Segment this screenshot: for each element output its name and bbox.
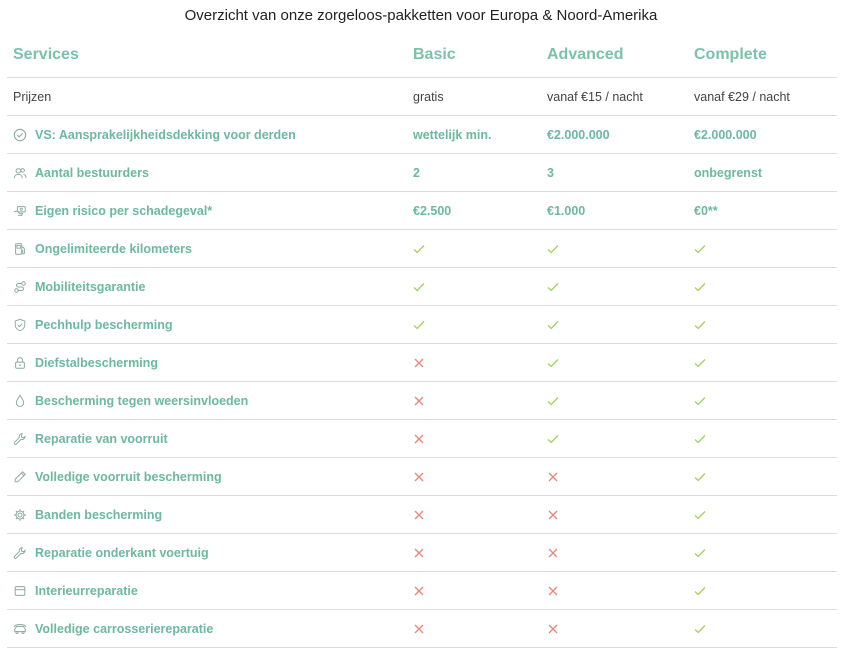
feature-label-cell xyxy=(7,610,407,648)
value-advanced: 3 xyxy=(541,154,688,192)
feature-label: Pechhulp bescherming xyxy=(35,317,173,332)
basic-cell xyxy=(407,344,541,382)
feature-label-wrap xyxy=(13,280,407,294)
value-basic: €2.500 xyxy=(407,192,541,230)
table-row xyxy=(7,116,837,154)
feature-label-cell xyxy=(7,572,407,610)
feature-label: Bescherming tegen weersinvloeden xyxy=(35,393,249,408)
feature-label-wrap xyxy=(13,204,407,218)
table-row xyxy=(7,344,837,382)
feature-label-wrap xyxy=(13,546,407,560)
feature-label-wrap xyxy=(13,128,407,142)
cross-icon xyxy=(413,623,541,635)
feature-label-wrap xyxy=(13,432,407,446)
price-basic: gratis xyxy=(407,78,541,116)
basic-cell xyxy=(407,230,541,268)
advanced-cell xyxy=(541,420,688,458)
fuel-pump-icon xyxy=(13,242,27,256)
cross-icon xyxy=(547,547,688,559)
basic-cell xyxy=(407,496,541,534)
feature-label-wrap xyxy=(13,470,407,484)
basic-cell xyxy=(407,572,541,610)
basic-cell xyxy=(407,382,541,420)
check-icon xyxy=(694,509,837,521)
table-row xyxy=(7,458,837,496)
feature-label: Volledige carrosseriereparatie xyxy=(35,621,214,636)
car-icon xyxy=(13,622,27,636)
seat-icon xyxy=(13,584,27,598)
check-icon xyxy=(694,433,837,445)
feature-label-cell xyxy=(7,116,407,154)
check-icon xyxy=(694,281,837,293)
complete-cell xyxy=(688,496,837,534)
complete-cell xyxy=(688,268,837,306)
feature-label-cell xyxy=(7,420,407,458)
complete-cell xyxy=(688,420,837,458)
feature-label-cell xyxy=(7,306,407,344)
complete-cell xyxy=(688,610,837,648)
cross-icon xyxy=(413,547,541,559)
price-label: Prijzen xyxy=(7,78,407,116)
check-icon xyxy=(694,319,837,331)
table-row xyxy=(7,268,837,306)
price-complete: vanaf €29 / nacht xyxy=(688,78,837,116)
table-row xyxy=(7,534,837,572)
table-row xyxy=(7,230,837,268)
pencil-icon xyxy=(13,470,27,484)
advanced-cell xyxy=(541,496,688,534)
cross-icon xyxy=(547,585,688,597)
basic-cell xyxy=(407,306,541,344)
complete-cell xyxy=(688,306,837,344)
cross-icon xyxy=(413,395,541,407)
feature-label-wrap xyxy=(13,356,407,370)
feature-label-wrap xyxy=(13,584,407,598)
table-row xyxy=(7,154,837,192)
check-icon xyxy=(547,357,688,369)
feature-label: Ongelimiteerde kilometers xyxy=(35,241,193,256)
page-title: Overzicht van onze zorgeloos-pakketten voor Europa & Noord-Amerika xyxy=(184,7,658,24)
feature-label-cell xyxy=(7,344,407,382)
cross-icon xyxy=(413,433,541,445)
table-row xyxy=(7,572,837,610)
advanced-cell xyxy=(541,458,688,496)
value-basic: wettelijk min. xyxy=(407,116,541,154)
users-icon xyxy=(13,166,27,180)
basic-cell xyxy=(407,534,541,572)
basic-cell xyxy=(407,420,541,458)
table-row xyxy=(7,610,837,648)
basic-cell xyxy=(407,268,541,306)
check-circle-icon xyxy=(13,128,27,142)
cross-icon xyxy=(547,623,688,635)
check-icon xyxy=(694,357,837,369)
check-icon xyxy=(694,547,837,559)
advanced-cell xyxy=(541,534,688,572)
feature-label-cell xyxy=(7,230,407,268)
advanced-cell xyxy=(541,268,688,306)
check-icon xyxy=(694,623,837,635)
check-icon xyxy=(547,243,688,255)
value-complete: onbegrenst xyxy=(688,154,837,192)
check-icon xyxy=(547,281,688,293)
complete-cell xyxy=(688,230,837,268)
check-icon xyxy=(547,395,688,407)
feature-label-wrap xyxy=(13,166,407,180)
header-services: Services xyxy=(7,32,407,78)
feature-label-cell xyxy=(7,154,407,192)
check-icon xyxy=(413,281,541,293)
wrench-icon xyxy=(13,546,27,560)
cross-icon xyxy=(413,357,541,369)
feature-label-cell xyxy=(7,496,407,534)
package-comparison-table xyxy=(7,32,837,648)
feature-label: VS: Aansprakelijkheidsdekking voor derden xyxy=(35,127,296,142)
wrench-icon xyxy=(13,432,27,446)
check-icon xyxy=(694,585,837,597)
complete-cell xyxy=(688,458,837,496)
value-advanced: €2.000.000 xyxy=(541,116,688,154)
cross-icon xyxy=(413,471,541,483)
price-row xyxy=(7,78,837,116)
advanced-cell xyxy=(541,610,688,648)
header-row xyxy=(7,32,837,78)
feature-label: Eigen risico per schadegeval* xyxy=(35,203,213,218)
feature-label-wrap xyxy=(13,242,407,256)
shield-check-icon xyxy=(13,318,27,332)
cross-icon xyxy=(413,509,541,521)
advanced-cell xyxy=(541,572,688,610)
complete-cell xyxy=(688,534,837,572)
check-icon xyxy=(694,395,837,407)
feature-label: Volledige voorruit bescherming xyxy=(35,469,222,484)
value-advanced: €1.000 xyxy=(541,192,688,230)
feature-label-cell xyxy=(7,458,407,496)
feature-label: Mobiliteitsgarantie xyxy=(35,279,146,294)
gear-icon xyxy=(13,508,27,522)
basic-cell xyxy=(407,458,541,496)
advanced-cell xyxy=(541,306,688,344)
complete-cell xyxy=(688,382,837,420)
check-icon xyxy=(413,243,541,255)
feature-label-cell xyxy=(7,268,407,306)
price-advanced: vanaf €15 / nacht xyxy=(541,78,688,116)
feature-label: Reparatie onderkant voertuig xyxy=(35,545,209,560)
feature-label-wrap xyxy=(13,622,407,636)
table-row xyxy=(7,192,837,230)
feature-label-wrap xyxy=(13,318,407,332)
check-icon xyxy=(694,471,837,483)
advanced-cell xyxy=(541,230,688,268)
check-icon xyxy=(547,433,688,445)
cross-icon xyxy=(547,509,688,521)
droplet-icon xyxy=(13,394,27,408)
basic-cell xyxy=(407,610,541,648)
check-icon xyxy=(694,243,837,255)
route-icon xyxy=(13,280,27,294)
table-row xyxy=(7,420,837,458)
feature-label: Diefstalbescherming xyxy=(35,355,158,370)
advanced-cell xyxy=(541,344,688,382)
feature-label-wrap xyxy=(13,508,407,522)
feature-label: Interieurreparatie xyxy=(35,583,138,598)
value-basic: 2 xyxy=(407,154,541,192)
header-complete: Complete xyxy=(688,32,837,78)
cross-icon xyxy=(547,471,688,483)
hand-money-icon xyxy=(13,204,27,218)
header-advanced: Advanced xyxy=(541,32,688,78)
feature-label-wrap xyxy=(13,394,407,408)
value-complete: €0** xyxy=(688,192,837,230)
cross-icon xyxy=(413,585,541,597)
feature-label: Banden bescherming xyxy=(35,507,163,522)
feature-label-cell xyxy=(7,382,407,420)
lock-icon xyxy=(13,356,27,370)
table-row xyxy=(7,306,837,344)
table-row xyxy=(7,382,837,420)
header-basic: Basic xyxy=(407,32,541,78)
value-complete: €2.000.000 xyxy=(688,116,837,154)
complete-cell xyxy=(688,344,837,382)
table-row xyxy=(7,496,837,534)
check-icon xyxy=(547,319,688,331)
check-icon xyxy=(413,319,541,331)
advanced-cell xyxy=(541,382,688,420)
feature-label-cell xyxy=(7,192,407,230)
feature-label-cell xyxy=(7,534,407,572)
feature-label: Reparatie van voorruit xyxy=(35,431,168,446)
complete-cell xyxy=(688,572,837,610)
feature-label: Aantal bestuurders xyxy=(35,165,149,180)
